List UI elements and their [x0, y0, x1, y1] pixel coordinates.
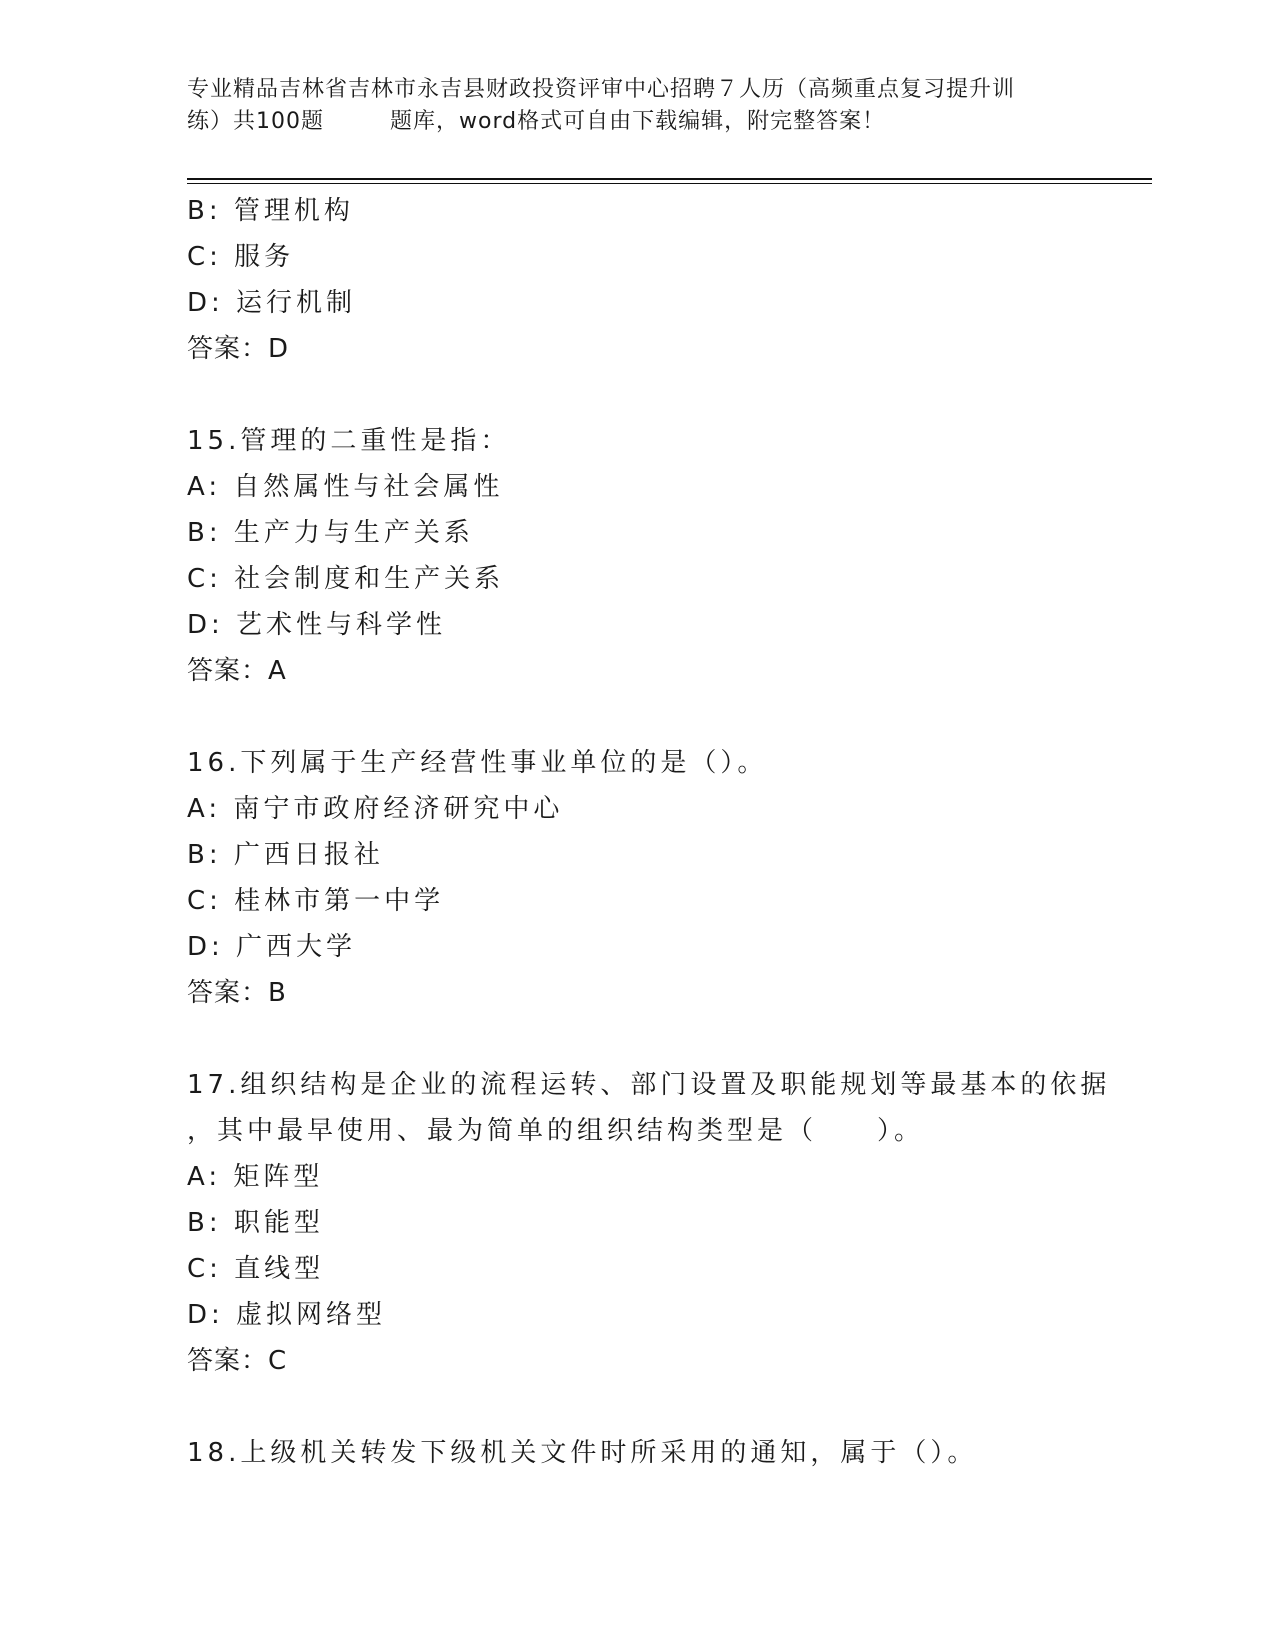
option-b: B: 生产力与生产关系: [187, 518, 474, 548]
option-a: A: 矩阵型: [187, 1162, 324, 1192]
option-a: A: 南宁市政府经济研究中心: [187, 794, 564, 824]
answer-line: 答案：D: [187, 334, 290, 364]
answer-line: 答案：C: [187, 1346, 288, 1376]
header-title-line2-part1: 练）共100题: [187, 109, 324, 134]
question-16-stem: 16.下列属于生产经营性事业单位的是（）。: [187, 748, 768, 778]
option-b: B: 职能型: [187, 1208, 324, 1238]
question-17-stem-line2: ，其中最早使用、最为简单的组织结构类型是（ ）。: [187, 1116, 925, 1146]
header-title-line2: [187, 106, 1087, 138]
option-c: C: 服务: [187, 242, 295, 272]
answer-line: 答案：A: [187, 656, 287, 686]
option-a: A: 自然属性与社会属性: [187, 472, 504, 502]
option-b: B: 广西日报社: [187, 840, 384, 870]
question-17-stem-line1: 17.组织结构是企业的流程运转、部门设置及职能规划等最基本的依据: [187, 1070, 1111, 1100]
option-d: D: 虚拟网络型: [187, 1300, 387, 1330]
option-c: C: 社会制度和生产关系: [187, 564, 505, 594]
question-18-stem: 18.上级机关转发下级机关文件时所采用的通知，属于（）。: [187, 1438, 978, 1468]
option-d: D: 艺术性与科学性: [187, 610, 447, 640]
header-divider-thick: [187, 178, 1152, 180]
page-header: [187, 74, 1087, 138]
header-title-line2-part2: 题库，word格式可自由下载编辑，附完整答案！: [390, 109, 886, 134]
header-divider-thin: [187, 183, 1152, 184]
option-c: C: 直线型: [187, 1254, 325, 1284]
answer-line: 答案：B: [187, 978, 287, 1008]
option-d: D: 运行机制: [187, 288, 357, 318]
header-title-line1: 专业精品吉林省吉林市永吉县财政投资评审中心招聘７人历（高频重点复习提升训: [187, 77, 1016, 102]
question-list: [187, 188, 1127, 1476]
question-15-stem: 15.管理的二重性是指：: [187, 426, 511, 456]
option-b: B: 管理机构: [187, 196, 354, 226]
option-d: D: 广西大学: [187, 932, 357, 962]
option-c: C: 桂林市第一中学: [187, 886, 445, 916]
